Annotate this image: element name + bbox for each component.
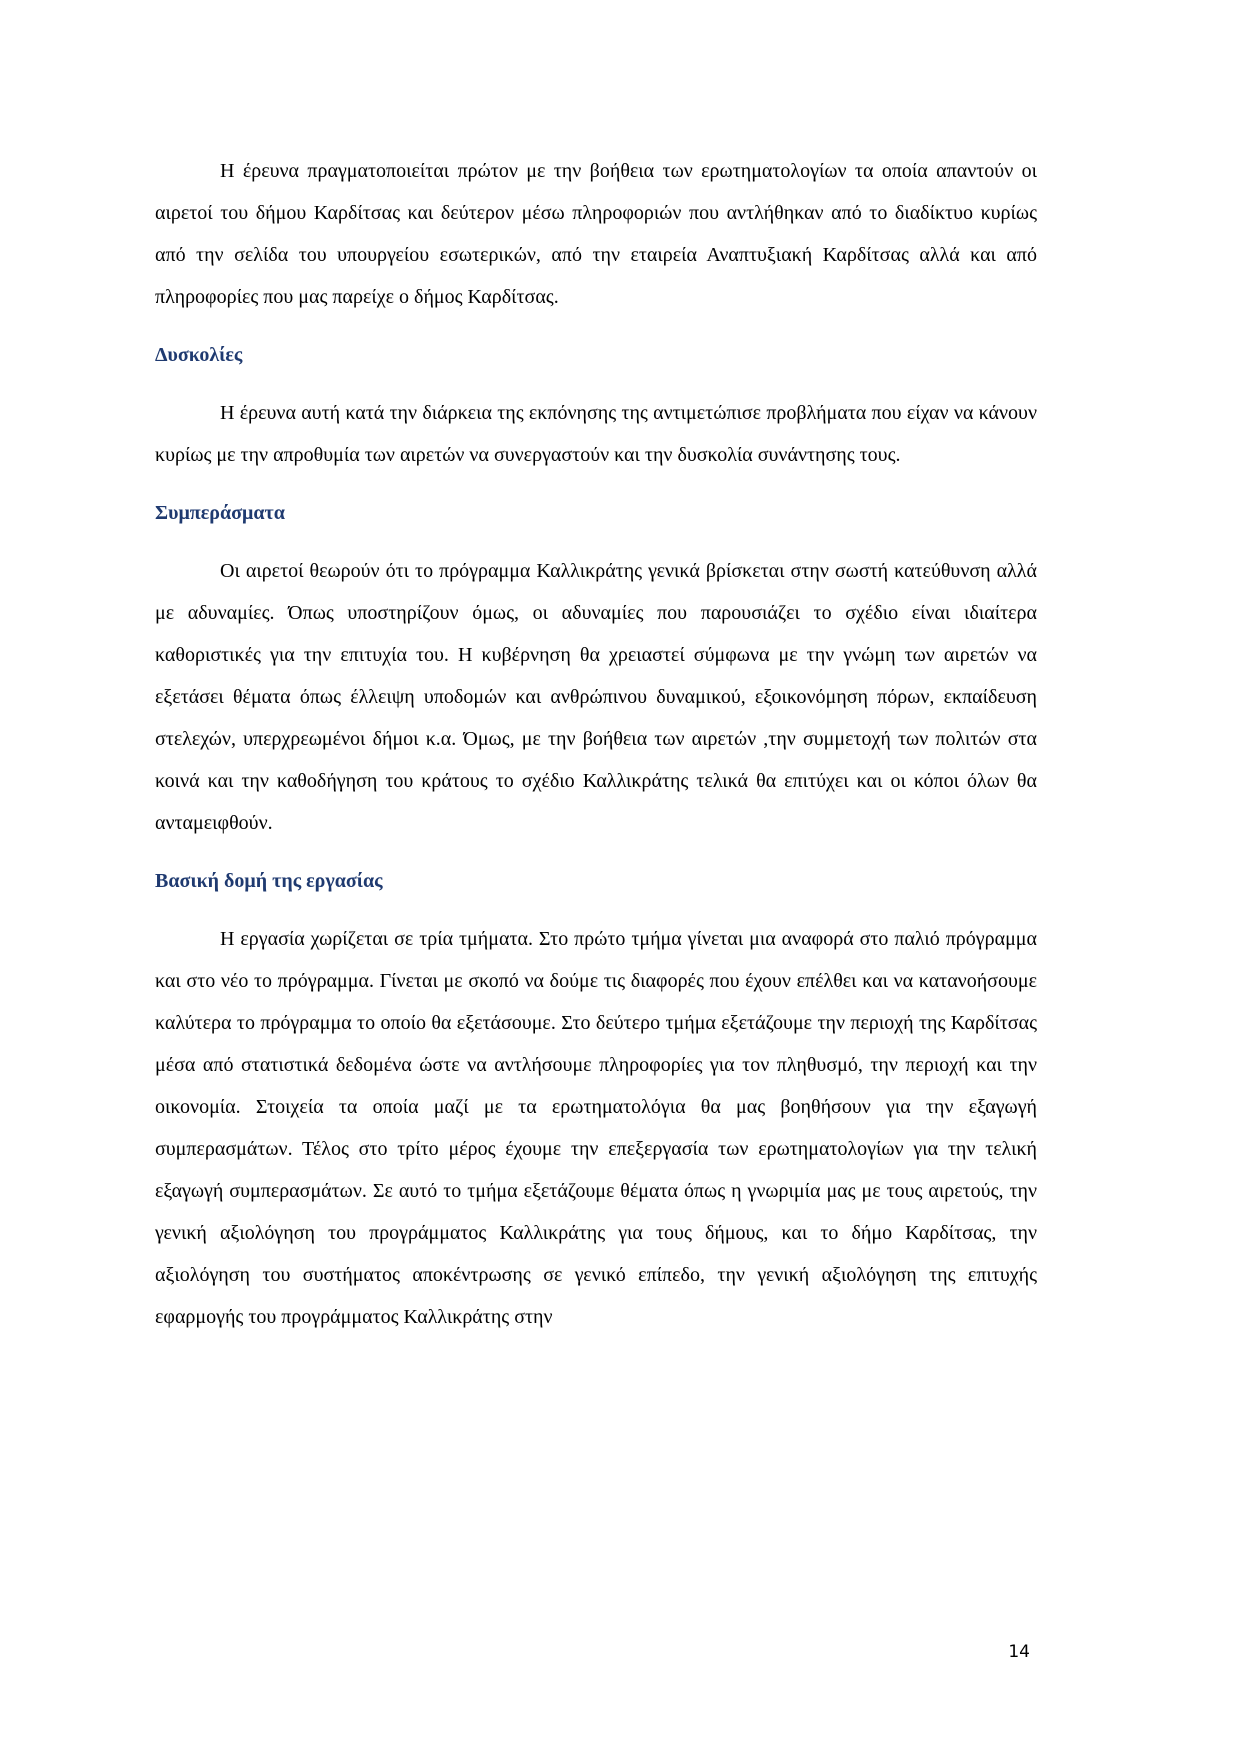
intro-paragraph: Η έρευνα πραγματοποιείται πρώτον με την βοήθεια των ερωτηματολογίων τα οποία απαντούν οι αιρετοί του δήμου Καρδίτσας και δεύτερον μέσω πληροφοριών που αντλήθηκαν από το διαδίκτυο κυρίως από την σελίδα του υπουργείου εσωτερικών, από την εταιρεία Αναπτυξιακή Καρδίτσας αλλά και από πληροφορίες που μας παρείχε ο δήμος Καρδίτσας. [155, 160, 1037, 308]
page-body [155, 150, 1037, 1338]
spacer [155, 476, 1037, 492]
section-heading-difficulties: Δυσκολίες [155, 344, 243, 366]
structure-paragraph: Η εργασία χωρίζεται σε τρία τμήματα. Στο πρώτο τμήμα γίνεται μια αναφορά στο παλιό πρόγραμμα και στο νέο το πρόγραμμα. Γίνεται με σκοπό να δούμε τις διαφορές που έχουν επέλθει και να κατανοήσουμε καλύτερα το πρόγραμμα το οποίο θα εξετάσουμε. Στο δεύτερο τμήμα εξετάζουμε την περιοχή της Καρδίτσας μέσα από στατιστικά δεδομένα ώστε να αντλήσουμε πληροφορίες για τον πληθυσμό, την περιοχή και την οικονομία. Στοιχεία τα οποία μαζί με τα ερωτηματολόγια θα μας βοηθήσουν για την εξαγωγή συμπερασμάτων. Τέλος στο τρίτο μέρος έχουμε την επεξεργασία των ερωτηματολογίων για την τελική εξαγωγή συμπερασμάτων. Σε αυτό το τμήμα εξετάζουμε θέματα όπως η γνωριμία μας με τους αιρετούς, την γενική αξιολόγηση του προγράμματος Καλλικράτης για τους δήμους, και το δήμο Καρδίτσας, την αξιολόγηση του συστήματος αποκέντρωσης σε γενικό επίπεδο, την γενική αξιολόγηση της επιτυχής εφαρμογής του προγράμματος Καλλικράτης στην [155, 928, 1037, 1328]
page-number: 14 [1008, 1642, 1030, 1662]
spacer [155, 376, 1037, 392]
conclusions-paragraph: Οι αιρετοί θεωρούν ότι το πρόγραμμα Καλλικράτης γενικά βρίσκεται στην σωστή κατεύθυνση αλλά με αδυναμίες. Όπως υποστηρίζουν όμως, οι αδυναμίες που παρουσιάζει το σχέδιο είναι ιδιαίτερα καθοριστικές για την επιτυχία του. Η κυβέρνηση θα χρειαστεί σύμφωνα με την γνώμη των αιρετών να εξετάσει θέματα όπως έλλειψη υποδομών και ανθρώπινου δυναμικού, εξοικονόμηση πόρων, εκπαίδευση στελεχών, υπερχρεωμένοι δήμοι κ.α. Όμως, με την βοήθεια των αιρετών ,την συμμετοχή των πολιτών στα κοινά και την καθοδήγηση του κράτους το σχέδιο Καλλικράτης τελικά θα επιτύχει και οι κόποι όλων θα ανταμειφθούν. [155, 560, 1037, 834]
spacer [155, 318, 1037, 334]
difficulties-paragraph: Η έρευνα αυτή κατά την διάρκεια της εκπόνησης της αντιμετώπισε προβλήματα που είχαν να κάνουν κυρίως με την απροθυμία των αιρετών να συνεργαστούν και την δυσκολία συνάντησης τους. [155, 402, 1037, 466]
spacer [155, 902, 1037, 918]
spacer [155, 534, 1037, 550]
section-heading-conclusions: Συμπεράσματα [155, 502, 285, 524]
spacer [155, 844, 1037, 860]
section-heading-structure: Βασική δομή της εργασίας [155, 870, 383, 892]
